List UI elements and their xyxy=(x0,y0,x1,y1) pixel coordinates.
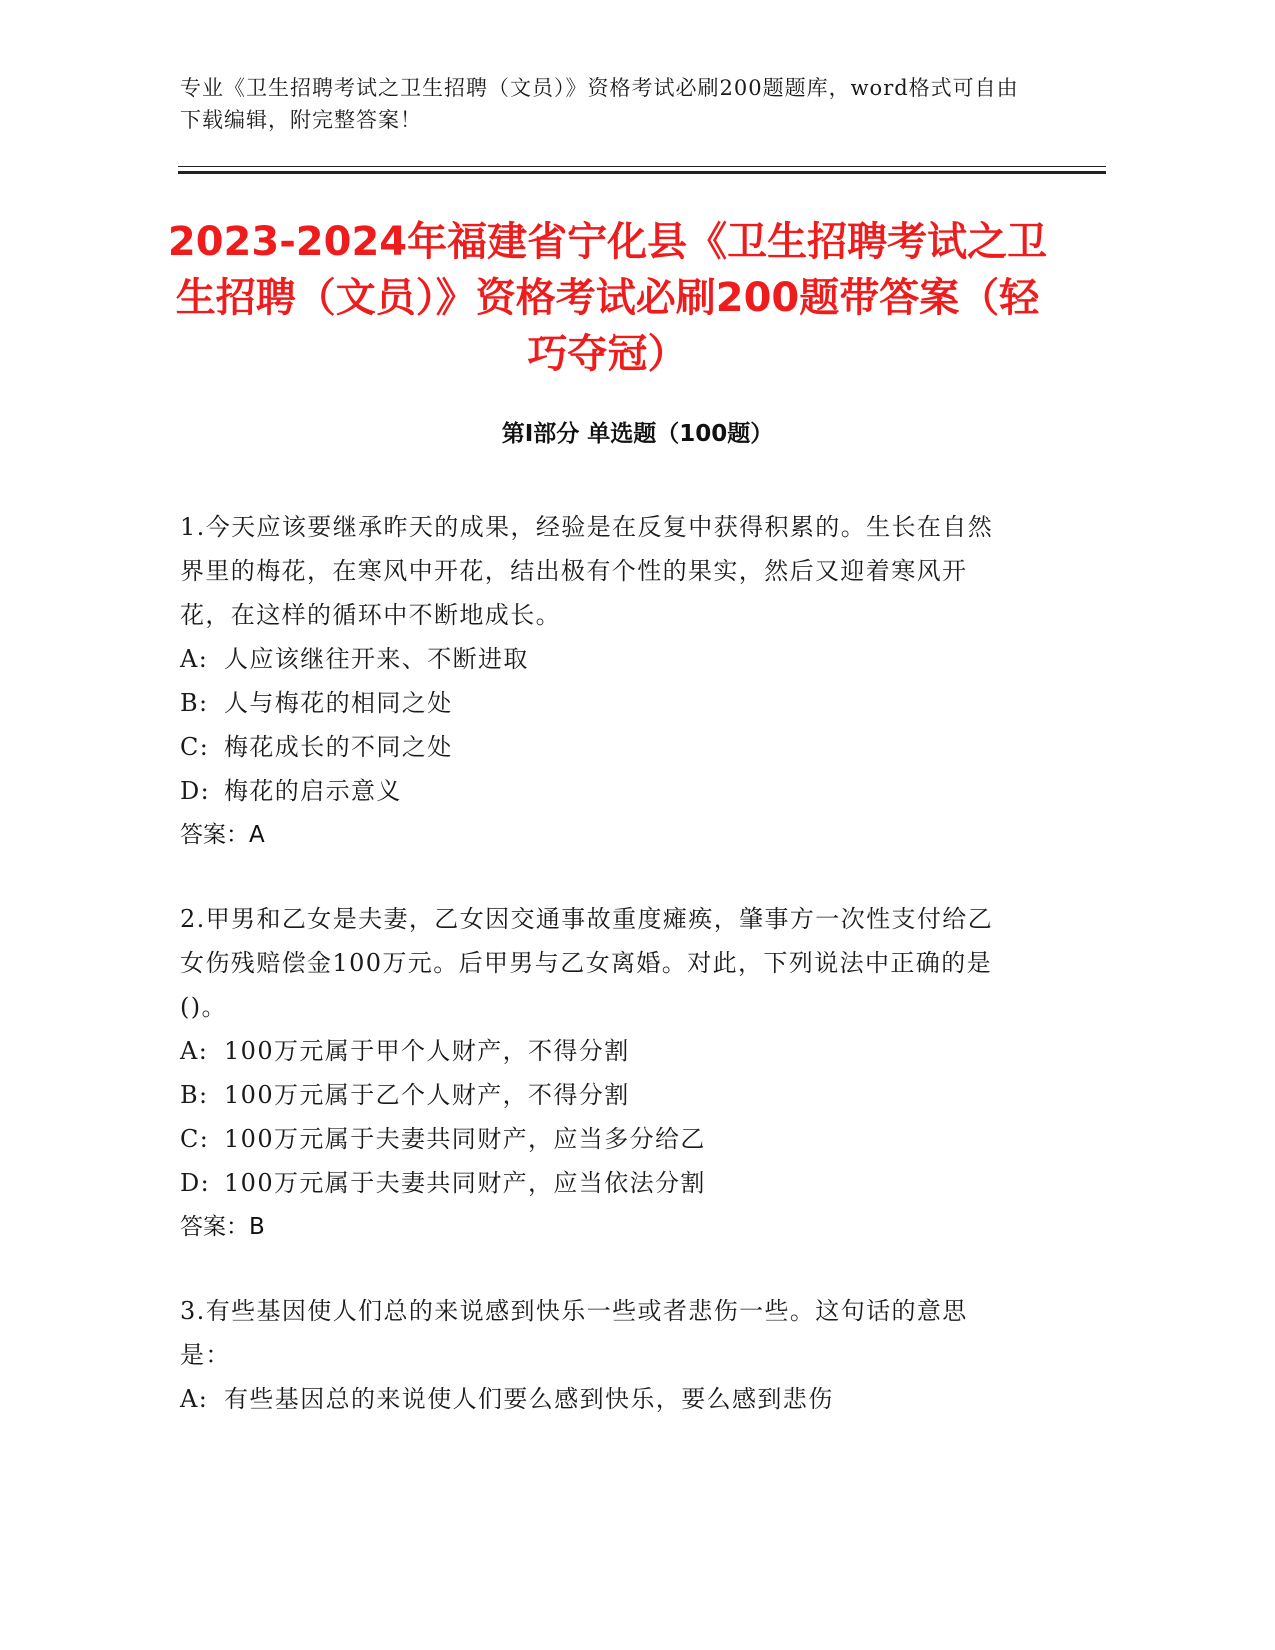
option-letter: B: xyxy=(180,1081,209,1109)
option-text: 100万元属于夫妻共同财产，应当依法分割 xyxy=(224,1169,706,1197)
answer-label: 答案：A xyxy=(180,822,265,848)
question-item xyxy=(180,505,1015,857)
option-text: 梅花的启示意义 xyxy=(224,777,402,805)
header-divider-thick xyxy=(178,171,1106,174)
option-letter: A: xyxy=(180,1037,209,1065)
question-stem: 1.今天应该要继承昨天的成果，经验是在反复中获得积累的。生长在自然界里的梅花，在寒风中开花，结出极有个性的果实，然后又迎着寒风开花，在这样的循环中不断地成长。 xyxy=(180,513,994,629)
option-letter: A: xyxy=(180,1385,209,1413)
option-letter: D: xyxy=(180,1169,211,1197)
option-c xyxy=(180,1117,1015,1161)
question-stem: 3.有些基因使人们总的来说感到快乐一些或者悲伤一些。这句话的意思是： xyxy=(180,1297,968,1369)
section-title: 第I部分 单选题（100题） xyxy=(501,421,774,447)
header-divider-thin xyxy=(178,166,1106,167)
option-c xyxy=(180,725,1015,769)
option-d xyxy=(180,1161,1015,1205)
question-list xyxy=(180,505,1015,1461)
option-text: 100万元属于夫妻共同财产，应当多分给乙 xyxy=(224,1125,706,1153)
option-text: 梅花成长的不同之处 xyxy=(224,733,453,761)
question-stem: 2.甲男和乙女是夫妻，乙女因交通事故重度瘫痪，肇事方一次性支付给乙女伤残赔偿金100万元。后甲男与乙女离婚。对此，下列说法中正确的是()。 xyxy=(180,905,994,1021)
option-a xyxy=(180,1377,1015,1421)
option-letter: C: xyxy=(180,1125,210,1153)
option-letter: B: xyxy=(180,689,209,717)
question-item xyxy=(180,1289,1015,1421)
header-note: 专业《卫生招聘考试之卫生招聘（文员）》资格考试必刷200题题库，word格式可自由下载编辑，附完整答案！ xyxy=(180,76,1019,132)
option-a xyxy=(180,1029,1015,1073)
option-text: 有些基因总的来说使人们要么感到快乐，要么感到悲伤 xyxy=(224,1385,834,1413)
option-letter: D: xyxy=(180,777,211,805)
option-text: 100万元属于乙个人财产，不得分割 xyxy=(224,1081,630,1109)
answer-label: 答案：B xyxy=(180,1214,265,1240)
option-a xyxy=(180,637,1015,681)
option-text: 人与梅花的相同之处 xyxy=(224,689,453,717)
option-d xyxy=(180,769,1015,813)
option-b xyxy=(180,681,1015,725)
option-b xyxy=(180,1073,1015,1117)
option-text: 人应该继往开来、不断进取 xyxy=(224,645,529,673)
option-letter: A: xyxy=(180,645,209,673)
option-letter: C: xyxy=(180,733,210,761)
question-item xyxy=(180,897,1015,1249)
option-text: 100万元属于甲个人财产，不得分割 xyxy=(224,1037,630,1065)
document-title: 2023-2024年福建省宁化县《卫生招聘考试之卫生招聘（文员）》资格考试必刷200题带答案（轻巧夺冠） xyxy=(167,219,1048,377)
